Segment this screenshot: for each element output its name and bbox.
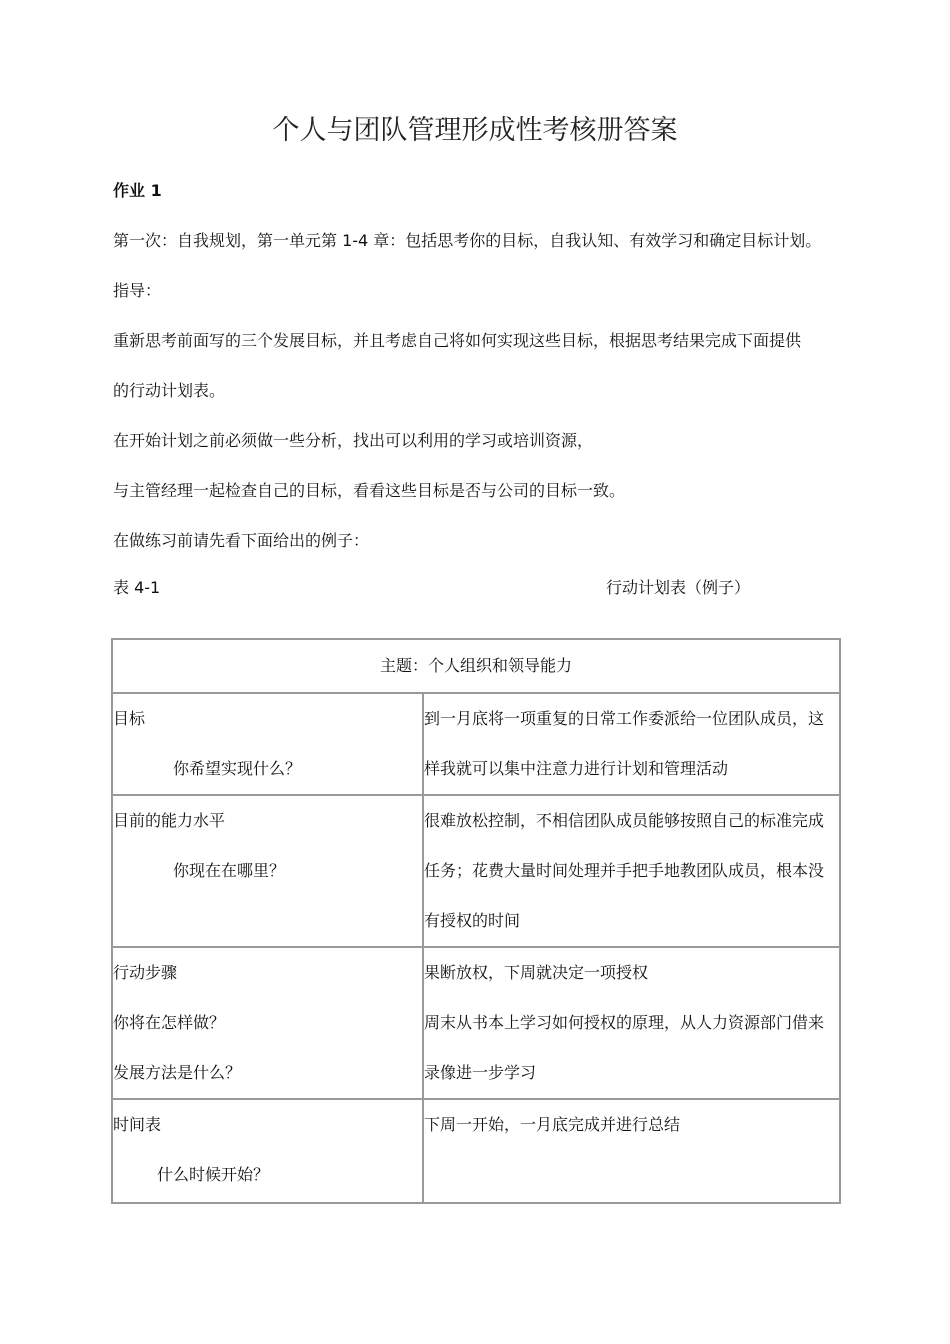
assignment-heading: 作业 1	[113, 181, 162, 200]
row-question: 什么时候开始？	[157, 1165, 270, 1184]
table-row	[112, 693, 840, 795]
row-question: 发展方法是什么？	[113, 1063, 242, 1082]
table-header-cell: 主题：个人组织和领导能力	[112, 639, 840, 693]
table-row	[112, 947, 840, 1099]
content-line: 有授权的时间	[424, 911, 521, 930]
row-label: 时间表	[113, 1115, 162, 1134]
table-cell-content	[423, 947, 840, 1099]
content-line: 样我就可以集中注意力进行计划和管理活动	[424, 759, 729, 778]
content-line: 任务；花费大量时间处理并手把手地教团队成员，根本没	[424, 861, 825, 880]
table-number: 表 4-1	[113, 578, 161, 597]
content-line: 录像进一步学习	[424, 1063, 537, 1082]
row-question: 你现在在哪里？	[173, 861, 286, 880]
table-caption: 行动计划表（例子）	[606, 578, 751, 597]
content-line: 果断放权，下周就决定一项授权	[424, 963, 649, 982]
table-cell-content	[423, 1099, 840, 1203]
content-line: 很难放松控制，不相信团队成员能够按照自己的标准完成	[424, 811, 825, 830]
table-cell-label	[112, 947, 423, 1099]
table-cell-content	[423, 693, 840, 795]
content-line: 周末从书本上学习如何授权的原理，从人力资源部门借来	[424, 1013, 825, 1032]
table-header-row	[112, 639, 840, 693]
row-question: 你希望实现什么？	[173, 759, 302, 778]
row-label: 目标	[113, 709, 146, 728]
paragraph-1-line-1: 重新思考前面写的三个发展目标，并且考虑自己将如何实现这些目标，根据思考结果完成下面提供	[113, 331, 802, 350]
row-label: 行动步骤	[113, 963, 178, 982]
paragraph-1-line-2: 的行动计划表。	[113, 381, 226, 400]
row-label: 目前的能力水平	[113, 811, 226, 830]
table-cell-label	[112, 1099, 423, 1203]
row-question: 你将在怎样做？	[113, 1013, 226, 1032]
table-row	[112, 795, 840, 947]
paragraph-2: 在开始计划之前必须做一些分析，找出可以利用的学习或培训资源，	[113, 431, 594, 450]
content-line: 下周一开始，一月底完成并进行总结	[424, 1115, 681, 1134]
table-row	[112, 1099, 840, 1203]
table-cell-label	[112, 693, 423, 795]
paragraph-3: 与主管经理一起检查自己的目标，看看这些目标是否与公司的目标一致。	[113, 481, 626, 500]
action-plan-table	[111, 638, 841, 1204]
table-cell-content	[423, 795, 840, 947]
page-title: 个人与团队管理形成性考核册答案	[272, 115, 678, 146]
paragraph-4: 在做练习前请先看下面给出的例子：	[113, 531, 370, 550]
table-cell-label	[112, 795, 423, 947]
guide-label: 指导：	[113, 281, 162, 300]
intro-text: 第一次：自我规划，第一单元第 1-4 章：包括思考你的目标，自我认知、有效学习和确定目标计划。	[113, 231, 822, 250]
content-line: 到一月底将一项重复的日常工作委派给一位团队成员，这	[424, 709, 825, 728]
